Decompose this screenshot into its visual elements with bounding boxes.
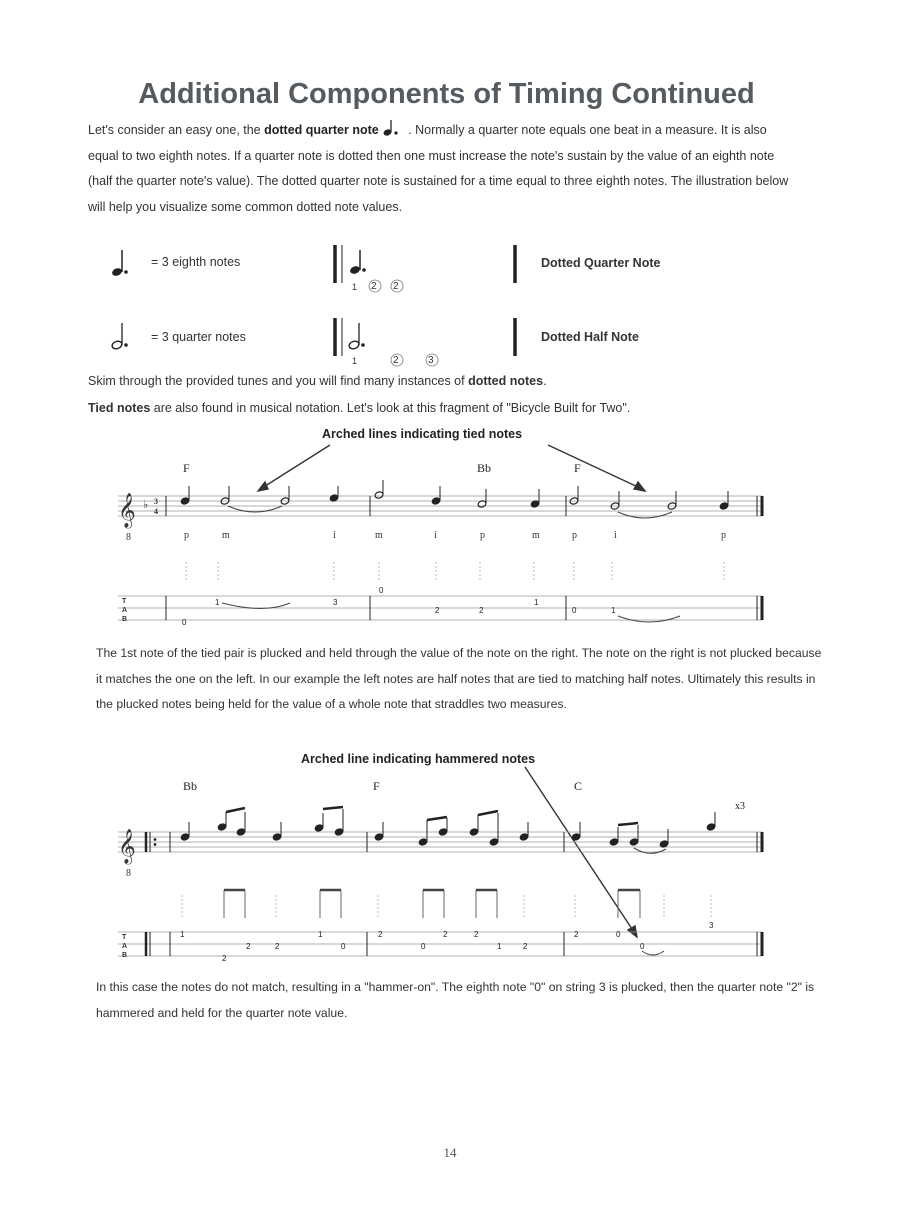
dotted-quarter-note-icon [349, 250, 366, 275]
finger-label: i [333, 530, 336, 541]
tab-number: 2 [246, 942, 251, 951]
hammer-arc [634, 848, 666, 853]
beamed-stems [224, 890, 640, 918]
dotted-half-count-2: 2 [393, 355, 399, 366]
chord-symbol: F [183, 461, 190, 475]
tab-number: 2 [378, 930, 383, 939]
page-title: Additional Components of Timing Continued [138, 78, 755, 110]
skim-post: . [543, 374, 547, 388]
dotted-half-count-1: 1 [352, 356, 358, 366]
tab-staff [118, 932, 762, 956]
tied-bold: Tied notes [88, 401, 151, 415]
dotted-half-equation: = 3 quarter notes [151, 330, 246, 344]
tab-number: 2 [222, 954, 227, 963]
svg-text:T: T [122, 598, 127, 605]
svg-text:B: B [122, 952, 128, 959]
dotted-half-note-icon [111, 323, 128, 350]
measure-bar [335, 245, 515, 356]
svg-text:B: B [122, 616, 128, 623]
dotted-quarter-count-1: 1 [352, 282, 358, 292]
tab-number: 2 [443, 930, 448, 939]
flat-sign-icon: ♭ [143, 499, 149, 511]
tab-number: 0 [640, 942, 645, 951]
svg-text:T: T [122, 934, 127, 941]
rhythm-stems [186, 562, 724, 582]
tab-number: 1 [497, 942, 502, 951]
finger-label: p [184, 530, 189, 541]
tab-number: 2 [479, 606, 484, 615]
intro-bold-term: dotted quarter note [264, 123, 379, 137]
hammer-explanation: In this case the notes do not match, resulting in a "hammer-on". The eighth note "0" on string 3 is plucked, then the quarter note "2" is hammered and held for the quarter note value. [96, 980, 815, 1020]
chord-symbol: Bb [183, 779, 198, 793]
dotted-quarter-equation: = 3 eighth notes [151, 255, 241, 269]
chord-symbol: F [373, 779, 380, 793]
tied-text: are also found in musical notation. Let's look at this fragment of "Bicycle Built for Two". [150, 401, 631, 415]
tab-number: 2 [523, 942, 528, 951]
svg-text:𝄞: 𝄞 [118, 494, 136, 527]
finger-label: i [434, 530, 437, 541]
finger-label: m [222, 530, 230, 541]
skim-text: Skim through the provided tunes and you will find many instances of [88, 374, 469, 388]
tab-number: 0 [379, 586, 384, 595]
finger-label: i [614, 530, 617, 541]
finger-labels [184, 530, 726, 541]
page-number: 14 [443, 1145, 457, 1160]
finger-label: m [532, 530, 540, 541]
chord-symbol: F [574, 461, 581, 475]
finger-label: p [480, 530, 485, 541]
time-signature [154, 497, 158, 516]
clef-octave-mark: 8 [126, 868, 131, 879]
tab-clef [122, 598, 127, 623]
tab-number: 2 [435, 606, 440, 615]
tied-arrow [258, 445, 645, 491]
dotted-half-label: Dotted Half Note [541, 330, 639, 344]
dotted-half-note-icon [348, 323, 365, 350]
dotted-quarter-note-icon [111, 250, 128, 277]
tied-caption: Arched lines indicating tied notes [322, 427, 523, 441]
tab-number: 3 [333, 598, 338, 607]
rhythm-stems [182, 895, 711, 918]
intro-text-1: Let's consider an easy one, the [88, 123, 265, 137]
intro-text-2: . Normally a quarter note equals one beat in a measure. It is also equal to two eighth notes. If a quarter note is dotted then one must increase the note's sustain by the value of an eighth note (half the quarter note's value). The dotted quarter note is sustained for a time equal to three eighth notes. The illustration below will help you visualize some common dotted note values. [88, 123, 789, 214]
tab-number: 0 [616, 930, 621, 939]
hammer-caption: Arched line indicating hammered notes [301, 752, 536, 766]
tab-number: 0 [341, 942, 346, 951]
tab-number: 1 [318, 930, 323, 939]
chord-symbol: Bb [477, 461, 492, 475]
skim-bold: dotted notes [468, 374, 544, 388]
tied-explanation: The 1st note of the tied pair is plucked and held through the value of the note on the right. The note on the right is not plucked because it matches the one on the left. In our example the left notes are half notes that are tied to matching half notes. Ultimately this results in the plucked notes being held for the value of a whole note that straddles two measures. [96, 646, 822, 711]
tab-number: 2 [574, 930, 579, 939]
hammer-arc [642, 951, 664, 955]
svg-text:A: A [122, 943, 128, 950]
dotted-quarter-count-3: 2 [393, 281, 399, 292]
dotted-quarter-label: Dotted Quarter Note [541, 256, 661, 270]
treble-clef-icon [118, 829, 136, 865]
finger-label: m [375, 530, 383, 541]
finger-label: p [721, 530, 726, 541]
chord-symbol: C [574, 779, 583, 793]
tab-number: 1 [611, 606, 616, 615]
dotted-half-count-3: 3 [428, 355, 434, 366]
tab-number: 3 [709, 921, 714, 930]
svg-text:𝄞: 𝄞 [118, 830, 136, 863]
dotted-quarter-count-2: 2 [371, 281, 377, 292]
tab-number: 0 [572, 606, 577, 615]
tab-number: 1 [180, 930, 185, 939]
tab-number: 2 [474, 930, 479, 939]
svg-text:A: A [122, 607, 128, 614]
svg-text:4: 4 [154, 507, 158, 516]
treble-clef-icon [118, 493, 136, 529]
svg-text:3: 3 [154, 497, 158, 506]
tab-clef [122, 934, 127, 959]
tab-number: 1 [215, 598, 220, 607]
tab-number: 0 [182, 618, 187, 627]
tab-number: 1 [534, 598, 539, 607]
clef-octave-mark: 8 [126, 532, 131, 543]
tab-number: 2 [275, 942, 280, 951]
finger-label: p [572, 530, 577, 541]
repeat-marker: x3 [735, 801, 745, 812]
tab-numbers [182, 586, 616, 627]
tab-number: 0 [421, 942, 426, 951]
